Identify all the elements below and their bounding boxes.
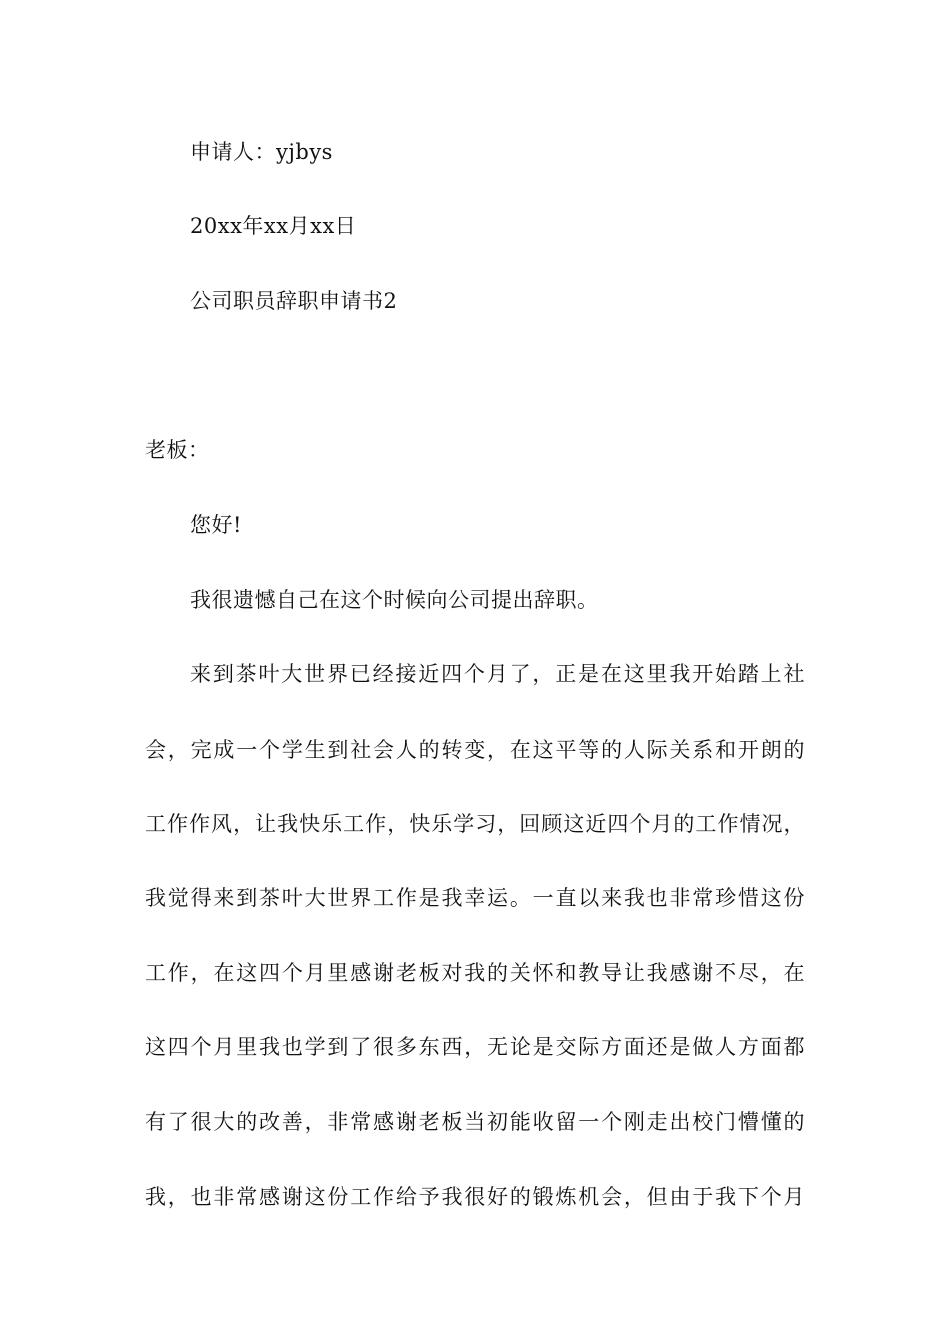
paragraph-2-line: 有了很大的改善，非常感谢老板当初能收留一个刚走出校门懵懂的 <box>145 1110 805 1134</box>
paragraph-2-line: 工作作风，让我快乐工作，快乐学习，回顾这近四个月的工作情况， <box>145 812 805 836</box>
paragraph-2-line: 来到茶叶大世界已经接近四个月了，正是在这里我开始踏上社 <box>190 662 805 686</box>
greeting: 您好! <box>190 513 242 537</box>
paragraph-2-line: 会，完成一个学生到社会人的转变，在这平等的人际关系和开朗的 <box>145 738 805 762</box>
applicant-line: 申请人：yjbys <box>190 140 333 164</box>
date-line: 20xx年xx月xx日 <box>190 214 357 238</box>
paragraph-1: 我很遗憾自己在这个时候向公司提出辞职。 <box>190 588 599 612</box>
salutation: 老板： <box>145 438 210 462</box>
paragraph-2-line: 工作，在这四个月里感谢老板对我的关怀和教导让我感谢不尽，在 <box>145 961 805 985</box>
section-title: 公司职员辞职申请书2 <box>190 289 398 313</box>
paragraph-2-line: 我，也非常感谢这份工作给予我很好的锻炼机会，但由于我下个月 <box>145 1185 805 1209</box>
paragraph-2-line: 我觉得来到茶叶大世界工作是我幸运。一直以来我也非常珍惜这份 <box>145 886 805 910</box>
paragraph-2-line: 这四个月里我也学到了很多东西，无论是交际方面还是做人方面都 <box>145 1035 805 1059</box>
